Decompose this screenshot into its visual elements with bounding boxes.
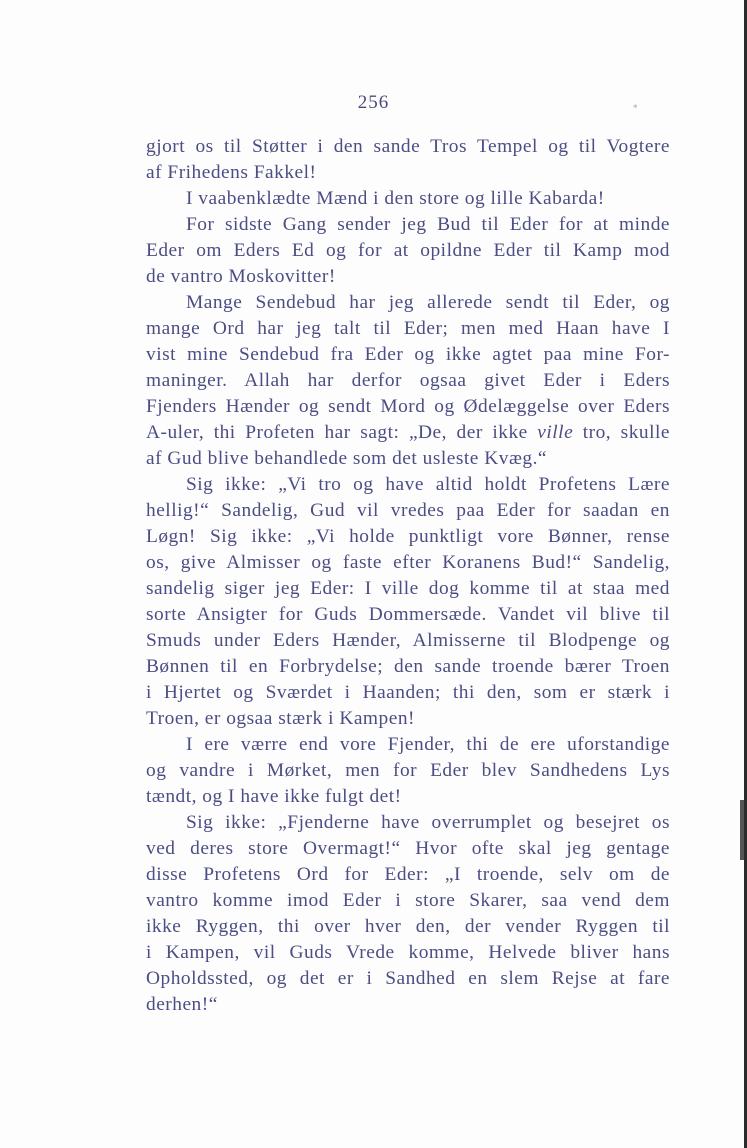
text-line: os, give Almisser og faste efter Koranens Bud!“ Sandelig, — [146, 552, 670, 573]
page-number: 256 — [357, 92, 390, 113]
text-line: Sig ikke: „Fjenderne have overrumplet og besejret os — [186, 812, 670, 833]
text-line: Eder om Eders Ed og for at opildne Eder til Kamp mod — [146, 240, 670, 261]
text-line: mange Ord har jeg talt til Eder; men med Haan have I — [146, 318, 670, 339]
text-line: Sig ikke: „Vi tro og have altid holdt Profetens Lære — [186, 474, 670, 495]
body-text — [146, 134, 670, 1018]
text-line: i Hjertet og Sværdet i Haanden; thi den, som er stærk i — [146, 682, 670, 703]
text-line: ved deres store Overmagt!“ Hvor ofte skal jeg gentage — [146, 838, 670, 859]
page-edge-mark — [740, 800, 744, 860]
text-line: gjort os til Støtter i den sande Tros Tempel og til Vogtere — [146, 136, 670, 157]
text-line: A-uler, thi Profeten har sagt: „De, der ikke ville tro, skulle — [146, 422, 670, 443]
text-line: vantro komme imod Eder i store Skarer, saa vend dem — [146, 890, 670, 911]
text-line: Troen, er ogsaa stærk i Kampen! — [146, 708, 415, 729]
text-line: i Kampen, vil Guds Vrede komme, Helvede bliver hans — [146, 942, 670, 963]
text-line: I vaabenklædte Mænd i den store og lille Kabarda! — [186, 188, 605, 209]
text-line: sorte Ansigter for Guds Dommersæde. Vandet vil blive til — [146, 604, 670, 625]
text-line: af Gud blive behandlede som det usleste Kvæg.“ — [146, 448, 548, 469]
text-line: Fjenders Hænder og sendt Mord og Ødelæggelse over Eders — [146, 396, 670, 417]
text-line: For sidste Gang sender jeg Bud til Eder for at minde — [186, 214, 670, 235]
text-line: maninger. Allah har derfor ogsaa givet Eder i Eders — [146, 370, 670, 391]
text-line: de vantro Moskovitter! — [146, 266, 336, 287]
text-line: I ere værre end vore Fjender, thi de ere uforstandige — [186, 734, 670, 755]
text-line: af Frihedens Fakkel! — [146, 162, 317, 183]
text-line: og vandre i Mørket, men for Eder blev Sandhedens Lys — [146, 760, 670, 781]
text-line: tændt, og I have ikke fulgt det! — [146, 786, 402, 807]
text-line: derhen!“ — [146, 994, 218, 1015]
text-line: vist mine Sendebud fra Eder og ikke agtet paa mine For- — [146, 344, 670, 365]
text-line: sandelig siger jeg Eder: I ville dog komme til at staa med — [146, 578, 670, 599]
text-line: hellig!“ Sandelig, Gud vil vredes paa Eder for saadan en — [146, 500, 670, 521]
ink-speck: * — [633, 103, 638, 113]
text-line: Bønnen til en Forbrydelse; den sande troende bærer Troen — [146, 656, 670, 677]
text-line: Opholdssted, og det er i Sandhed en slem Rejse at fare — [146, 968, 670, 989]
text-line: Mange Sendebud har jeg allerede sendt til Eder, og — [186, 292, 670, 313]
text-line: Smuds under Eders Hænder, Almisserne til Blodpenge og — [146, 630, 670, 651]
text-line: disse Profetens Ord for Eder: „I troende, selv om de — [146, 864, 670, 885]
text-line: ikke Ryggen, thi over hver den, der vender Ryggen til — [146, 916, 670, 937]
text-line: Løgn! Sig ikke: „Vi holde punktligt vore Bønner, rense — [146, 526, 670, 547]
